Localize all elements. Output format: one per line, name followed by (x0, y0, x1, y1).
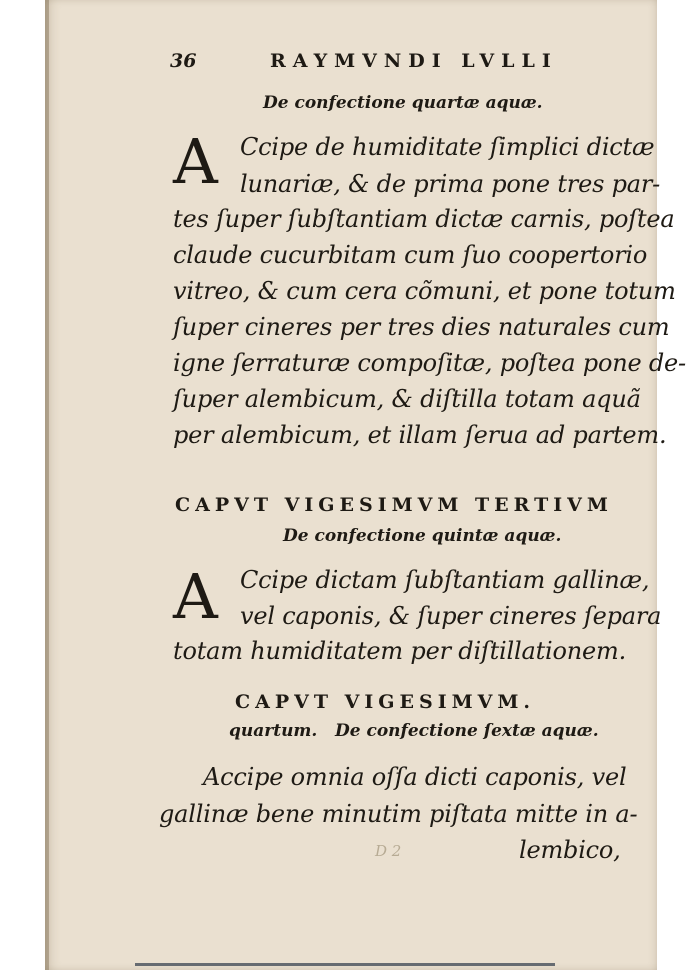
catchword: lembico, (519, 836, 621, 864)
text-line: tes ſuper ſubſtantiam dictæ carnis, poſtea (173, 205, 675, 233)
text-line: ſuper alembicum, & diſtilla totam aquã (173, 385, 641, 413)
chapter-heading: CAPVT VIGESIMVM TERTIVM (175, 494, 613, 516)
page-number: 36 (170, 50, 197, 72)
text-line: Accipe omnia oſſa dicti caponis, vel (203, 763, 627, 791)
section1-subtitle: De confectione quartæ aquæ. (263, 93, 543, 113)
section2-dropcap: A (173, 560, 218, 633)
text-line: Ccipe dictam ſubſtantiam gallinæ, (240, 566, 650, 594)
running-head (170, 50, 590, 72)
page-bottom-edge (135, 963, 555, 966)
running-title: RAYMVNDI LVLLI (270, 50, 558, 72)
book-page (45, 0, 686, 970)
page-gutter-shadow (45, 0, 49, 970)
text-line: vitreo, & cum cera cõmuni, et pone totum (173, 277, 676, 305)
section3-subtitle: De confectione ſextæ aquæ. (335, 721, 599, 741)
text-line: totam humiditatem per diſtillationem. (173, 637, 626, 665)
text-line: Ccipe de humiditate ſimplici dictæ (240, 133, 655, 161)
section2-subtitle: De confectione quintæ aquæ. (283, 526, 562, 546)
signature-mark: D 2 (375, 842, 402, 860)
section1-dropcap: A (173, 125, 218, 198)
text-line: ſuper cineres per tres dies naturales cum (173, 313, 670, 341)
text-line: per alembicum, et illam ſerua ad partem. (173, 421, 667, 449)
chapter-heading: CAPVT VIGESIMVM. (235, 691, 536, 713)
text-line: lunariæ, & de prima pone tres par- (240, 170, 661, 198)
text-line: vel caponis, & ſuper cineres ſepara (240, 602, 662, 630)
text-line: claude cucurbitam cum ſuo coopertorio (173, 241, 648, 269)
text-line: igne ſerraturæ compoſitæ, poſtea pone de- (173, 349, 686, 377)
text-line: gallinæ bene minutim piſtata mitte in a- (159, 800, 638, 828)
chapter-heading-continued: quartum. (229, 721, 318, 741)
